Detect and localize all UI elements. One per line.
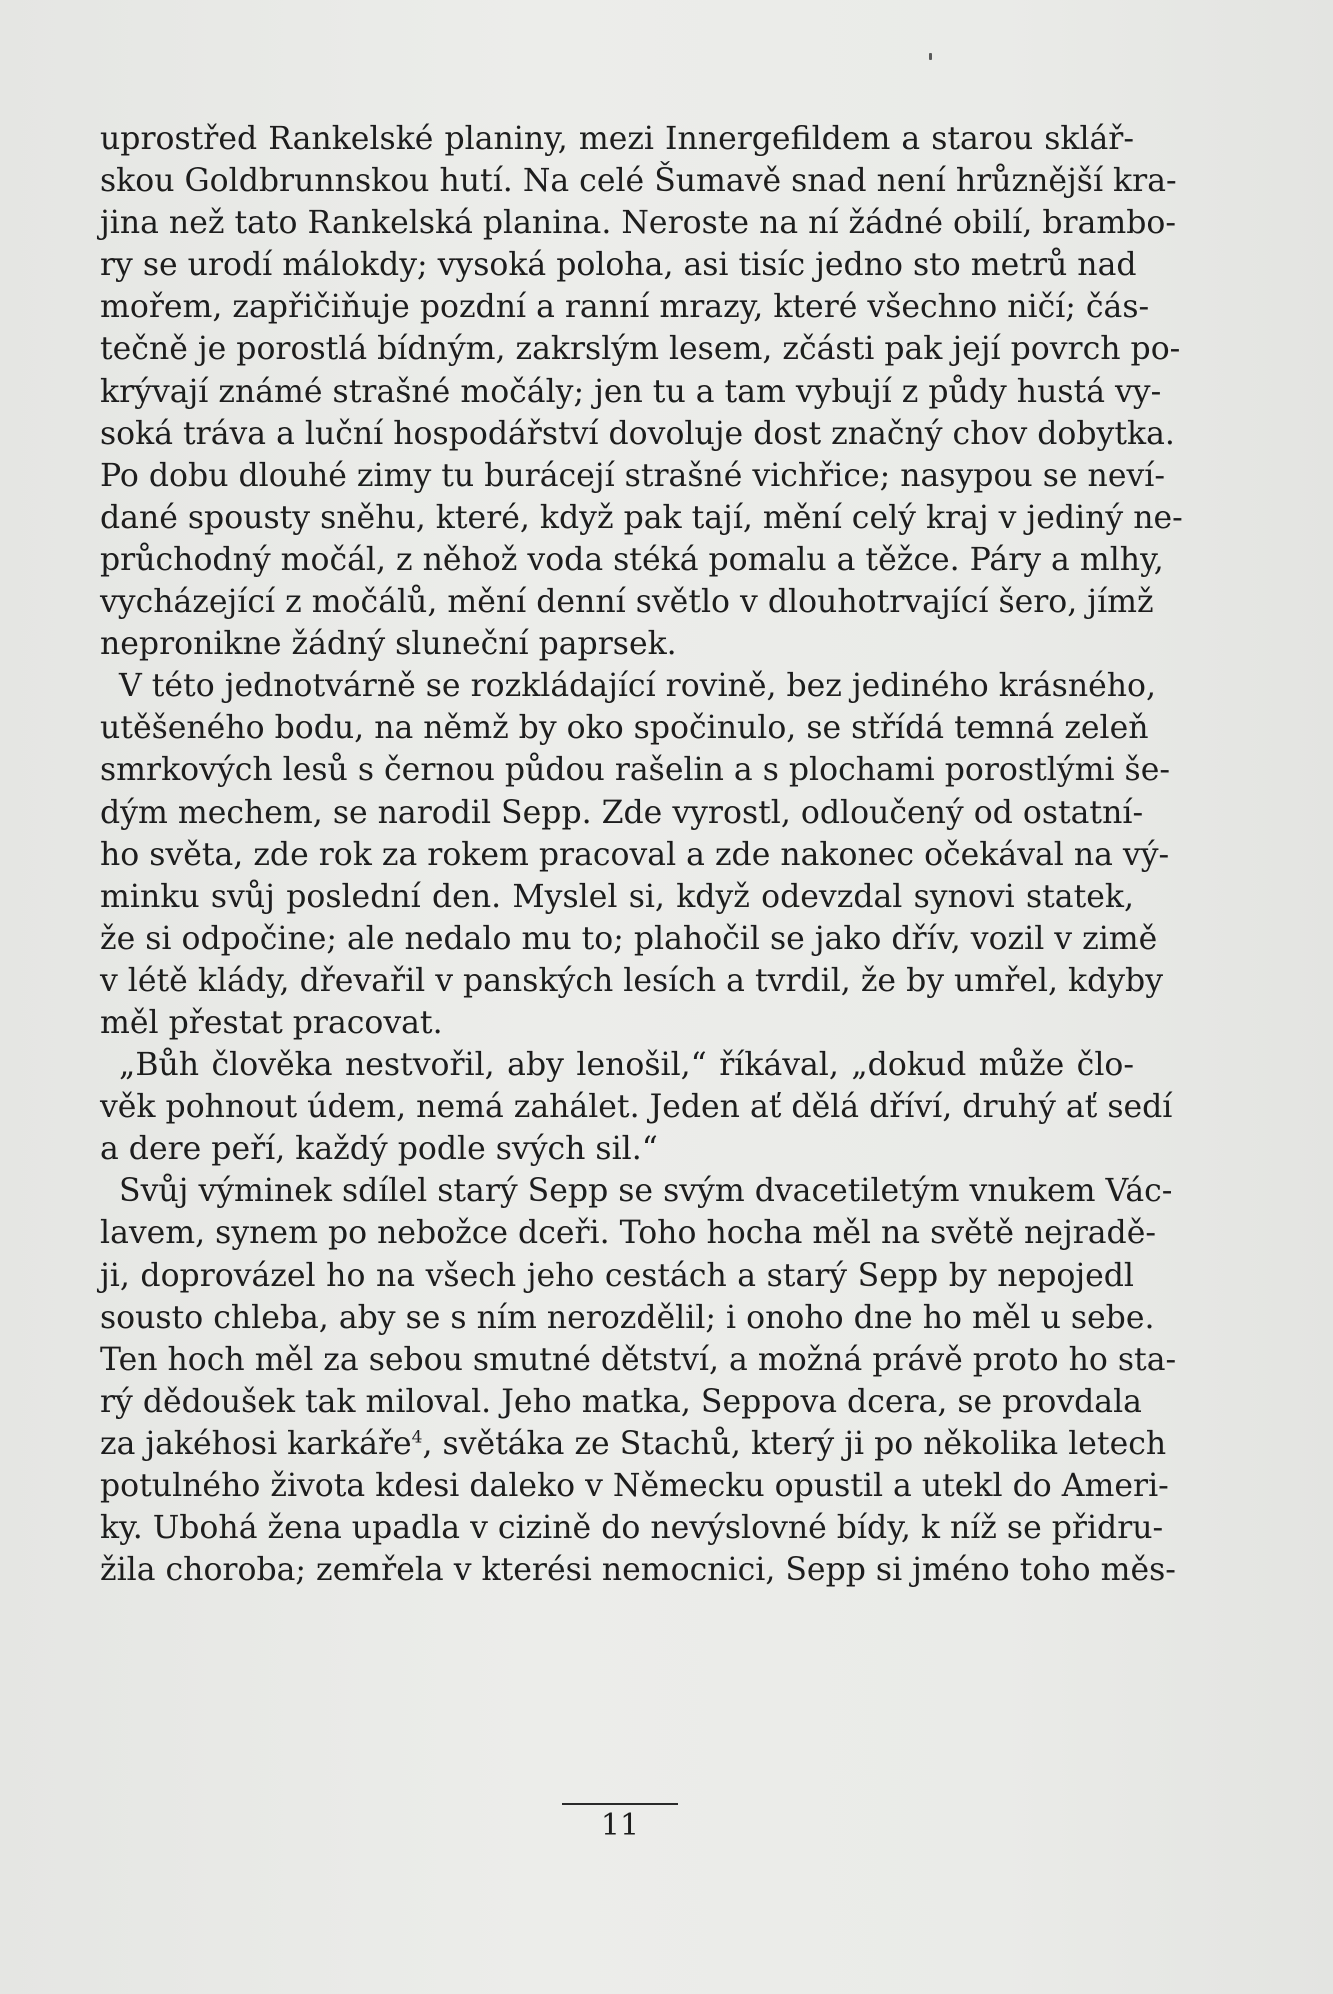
text-line: dané spousty sněhu, které, když pak tají, mění celý kraj v jediný ne- bbox=[100, 499, 1183, 536]
footnote-line-before: za jakéhosi karkáře bbox=[100, 1425, 412, 1462]
text-line: skou Goldbrunnskou hutí. Na celé Šumavě snad není hrůznější kra- bbox=[100, 163, 1177, 200]
text-line: ky. Ubohá žena upadla v cizině do nevýslovné bídy, k níž se přidru- bbox=[100, 1510, 1164, 1547]
text-line: a dere peří, každý podle svých sil.“ bbox=[100, 1131, 658, 1168]
text-line: „Bůh člověka nestvořil, aby lenošil,“ říkával, „dokud může člo- bbox=[119, 1047, 1134, 1084]
text-line: potulného života kdesi daleko v Německu opustil a utekl do Ameri- bbox=[100, 1468, 1169, 1504]
text-line: utěšeného bodu, na němž by oko spočinulo, se střídá temná zeleň bbox=[100, 710, 1149, 747]
text-line: krývají známé strašné močály; jen tu a tam vybují z půdy hustá vy- bbox=[100, 373, 1162, 410]
text-line: v létě klády, dřevařil v panských lesích a tvrdil, že by umřel, kdyby bbox=[100, 962, 1164, 999]
text-line: nepronikne žádný sluneční paprsek. bbox=[100, 626, 677, 663]
text-line: soká tráva a luční hospodářství dovoluje dost značný chov dobytka. bbox=[100, 415, 1175, 452]
text-line: tečně je porostlá bídným, zakrslým lesem, zčásti pak její povrch po- bbox=[100, 331, 1181, 368]
text-line: V této jednotvárně se rozkládající rovině, bez jediného krásného, bbox=[119, 668, 1157, 705]
text-line: věk pohnout údem, nemá zahálet. Jeden ať dělá dříví, druhý ať sedí bbox=[100, 1089, 1173, 1126]
text-line: minku svůj poslední den. Myslel si, když odevzdal synovi statek, bbox=[100, 878, 1134, 915]
text-line: sousto chleba, aby se s ním nerozdělil; i onoho dne ho měl u sebe. bbox=[100, 1299, 1155, 1336]
paragraph-1 bbox=[100, 118, 1183, 665]
paragraph-2 bbox=[100, 665, 1171, 1044]
text-line: vycházející z močálů, mění denní světlo v dlouhotrvající šero, jímž bbox=[100, 584, 1154, 621]
text-line: ji, doprovázel ho na všech jeho cestách a starý Sepp by nepojedl bbox=[100, 1257, 1134, 1294]
text-line: Po dobu dlouhé zimy tu burácejí strašné vichřice; nasypou se neví- bbox=[100, 457, 1165, 494]
text-line: že si odpočine; ale nedalo mu to; plahočil se jako dřív, vozil v zimě bbox=[100, 920, 1158, 957]
text-line: mořem, zapřičiňuje pozdní a ranní mrazy, které všechno ničí; čás- bbox=[100, 289, 1150, 326]
text-line: měl přestat pracovat. bbox=[100, 1004, 443, 1041]
text-line: Svůj výminek sdílel starý Sepp se svým dvacetiletým vnukem Vác- bbox=[119, 1173, 1173, 1210]
page-number-rule bbox=[562, 1803, 678, 1805]
text-line: dým mechem, se narodil Sepp. Zde vyrostl, odloučený od ostatní- bbox=[100, 794, 1144, 831]
text-line: smrkových lesů s černou půdou rašelin a s plochami porostlými še- bbox=[100, 752, 1171, 789]
text-line: Ten hoch měl za sebou smutné dětství, a možná právě proto ho sta- bbox=[100, 1341, 1177, 1378]
text-line: ry se urodí málokdy; vysoká poloha, asi tisíc jedno sto metrů nad bbox=[100, 247, 1137, 284]
text-line-with-footnote bbox=[100, 1423, 1167, 1465]
text-line: ho světa, zde rok za rokem pracoval a zde nakonec očekával na vý- bbox=[100, 836, 1170, 873]
paragraph-3 bbox=[100, 1044, 1173, 1170]
paragraph-4 bbox=[100, 1170, 1177, 1591]
body-text bbox=[100, 118, 1183, 1591]
page-number: 11 bbox=[600, 1808, 640, 1843]
footnote-line-after: , světáka ze Stachů, který ji po několika letech bbox=[422, 1425, 1167, 1462]
text-line: průchodný močál, z něhož voda stéká pomalu a těžce. Páry a mlhy, bbox=[100, 541, 1164, 578]
text-line: rý dědoušek tak miloval. Jeho matka, Seppova dcera, se provdala bbox=[100, 1383, 1142, 1420]
text-line: jina než tato Rankelská planina. Neroste na ní žádné obilí, brambo- bbox=[100, 205, 1177, 242]
text-line: uprostřed Rankelské planiny, mezi Innergefildem a starou sklář- bbox=[100, 121, 1134, 157]
text-line: lavem, synem po nebožce dceři. Toho hocha měl na světě nejradě- bbox=[100, 1215, 1157, 1252]
text-line: žila choroba; zemřela v kterési nemocnici, Sepp si jméno toho měs- bbox=[100, 1552, 1176, 1589]
footnote-reference: 4 bbox=[411, 1427, 423, 1448]
print-speck bbox=[929, 53, 932, 60]
